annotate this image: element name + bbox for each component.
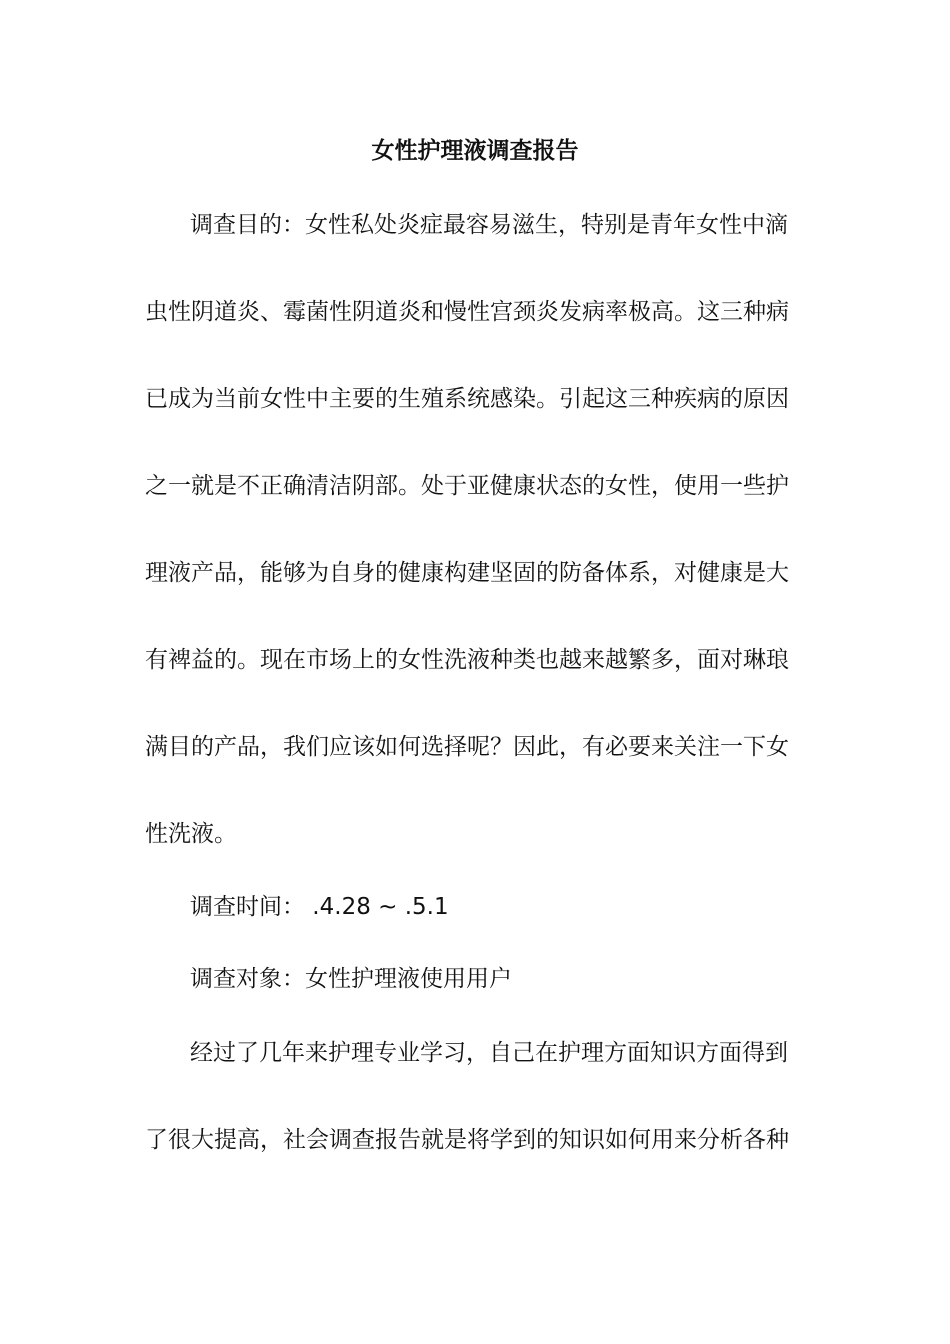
paragraph-line: 理液产品，能够为自身的健康构建坚固的防备体系，对健康是大 [145, 560, 789, 586]
document-title: 女性护理液调查报告 [371, 138, 579, 164]
paragraph-line: 之一就是不正确清洁阴部。处于亚健康状态的女性，使用一些护 [145, 473, 789, 499]
paragraph-line: 虫性阴道炎、霉菌性阴道炎和慢性宫颈炎发病率极高。这三种病 [145, 299, 789, 325]
paragraph-line: 调查目的：女性私处炎症最容易滋生，特别是青年女性中滴 [190, 212, 788, 238]
paragraph-line: 经过了几年来护理专业学习，自己在护理方面知识方面得到 [190, 1040, 788, 1066]
paragraph-line: 了很大提高，社会调查报告就是将学到的知识如何用来分析各种 [145, 1127, 789, 1153]
paragraph-line: 已成为当前女性中主要的生殖系统感染。引起这三种疾病的原因 [145, 386, 789, 412]
paragraph-line: 性洗液。 [145, 821, 237, 847]
survey-subject: 调查对象：女性护理液使用用户 [190, 966, 512, 992]
paragraph-line: 满目的产品，我们应该如何选择呢？因此，有必要来关注一下女 [145, 734, 789, 760]
survey-time: 调查时间： .4.28 ~ .5.1 [190, 894, 449, 920]
paragraph-line: 有裨益的。现在市场上的女性洗液种类也越来越繁多，面对琳琅 [145, 647, 789, 673]
